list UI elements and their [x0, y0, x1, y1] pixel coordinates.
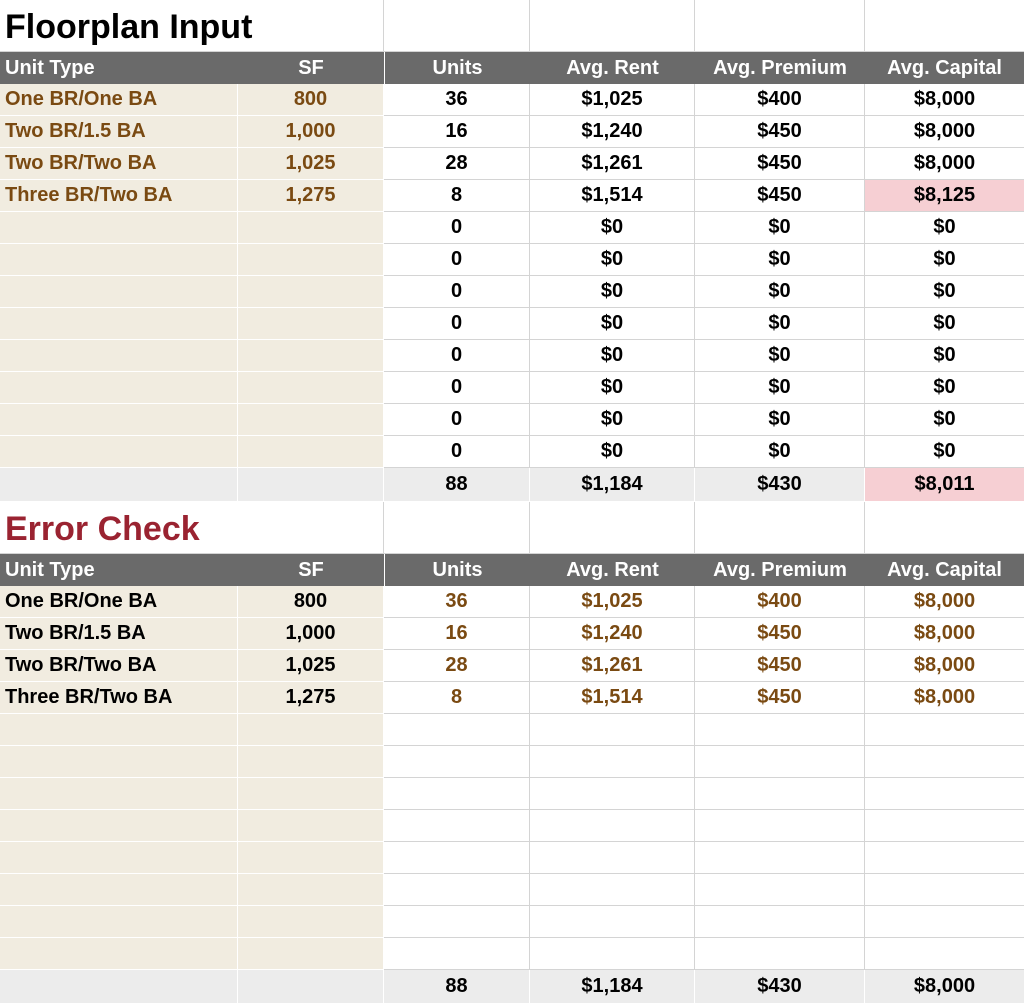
cell-avg-premium[interactable]	[695, 746, 865, 778]
cell-avg-rent[interactable]: $0	[530, 244, 695, 276]
cell-avg-capital[interactable]	[865, 810, 1024, 842]
cell-avg-capital[interactable]: $8,000	[865, 586, 1024, 618]
cell-unit-type[interactable]: Two BR/1.5 BA	[0, 116, 238, 148]
cell-units[interactable]: 28	[384, 148, 530, 180]
table-row	[0, 372, 1024, 404]
error-check-title: Error Check	[0, 502, 384, 554]
table-row	[0, 116, 1024, 148]
header-units: Units	[384, 52, 530, 84]
cell-avg-capital[interactable]: $8,000	[865, 148, 1024, 180]
cell-units[interactable]: 8	[384, 682, 530, 714]
cell-unit-type[interactable]	[0, 778, 238, 810]
cell-avg-premium[interactable]	[695, 938, 865, 970]
cell-unit-type[interactable]	[0, 842, 238, 874]
cell-sf[interactable]	[238, 842, 384, 874]
table-row	[0, 650, 1024, 682]
table-row	[0, 682, 1024, 714]
total-units: 88	[384, 468, 530, 501]
cell-unit-type[interactable]	[0, 404, 238, 436]
cell-avg-capital[interactable]: $0	[865, 404, 1024, 436]
cell-avg-rent[interactable]: $0	[530, 276, 695, 308]
total-avg-premium: $430	[695, 468, 865, 501]
table-row	[0, 276, 1024, 308]
cell-unit-type[interactable]	[0, 340, 238, 372]
cell-units[interactable]: 0	[384, 244, 530, 276]
table-row	[0, 810, 1024, 842]
cell-avg-rent[interactable]: $1,261	[530, 148, 695, 180]
cell-units[interactable]	[384, 874, 530, 906]
cell-avg-capital[interactable]	[865, 842, 1024, 874]
cell-sf[interactable]	[238, 404, 384, 436]
cell-avg-rent[interactable]: $0	[530, 436, 695, 468]
empty-cell[interactable]	[530, 0, 695, 52]
header-unit-type: Unit Type	[0, 554, 384, 586]
total-unit-type	[0, 468, 238, 501]
table-row	[0, 618, 1024, 650]
cell-units[interactable]: 8	[384, 180, 530, 212]
empty-cell[interactable]	[865, 0, 1024, 52]
cell-avg-capital[interactable]	[865, 778, 1024, 810]
cell-units[interactable]: 0	[384, 212, 530, 244]
cell-unit-type[interactable]	[0, 906, 238, 938]
table-row	[0, 746, 1024, 778]
cell-sf[interactable]	[238, 244, 384, 276]
total-avg-rent: $1,184	[530, 468, 695, 501]
empty-cell[interactable]	[695, 502, 865, 554]
cell-avg-capital[interactable]	[865, 874, 1024, 906]
cell-units[interactable]	[384, 906, 530, 938]
cell-avg-capital[interactable]: $8,000	[865, 650, 1024, 682]
cell-avg-rent[interactable]	[530, 938, 695, 970]
cell-units[interactable]: 36	[384, 586, 530, 618]
cell-unit-type[interactable]: One BR/One BA	[0, 586, 238, 618]
empty-cell[interactable]	[865, 502, 1024, 554]
cell-avg-capital[interactable]: $0	[865, 372, 1024, 404]
cell-sf[interactable]	[238, 308, 384, 340]
header-sf: SF	[298, 558, 324, 581]
cell-avg-capital[interactable]	[865, 714, 1024, 746]
error_check-totals-row	[0, 970, 1024, 1003]
cell-sf[interactable]: 1,000	[238, 116, 384, 148]
table-row	[0, 586, 1024, 618]
cell-unit-type[interactable]	[0, 372, 238, 404]
total-avg-premium: $430	[695, 970, 865, 1003]
cell-units[interactable]: 16	[384, 116, 530, 148]
cell-avg-rent[interactable]: $1,514	[530, 180, 695, 212]
cell-avg-capital[interactable]: $0	[865, 340, 1024, 372]
cell-sf[interactable]: 1,275	[238, 180, 384, 212]
cell-unit-type[interactable]	[0, 244, 238, 276]
cell-avg-rent[interactable]: $1,514	[530, 682, 695, 714]
cell-avg-premium[interactable]: $0	[695, 244, 865, 276]
cell-unit-type[interactable]: Two BR/Two BA	[0, 148, 238, 180]
table-row	[0, 84, 1024, 116]
table-row	[0, 906, 1024, 938]
header-avg-capital: Avg. Capital	[865, 52, 1024, 84]
cell-avg-rent[interactable]: $0	[530, 212, 695, 244]
total-avg-rent: $1,184	[530, 970, 695, 1003]
header-avg-rent: Avg. Rent	[530, 554, 695, 586]
cell-avg-capital[interactable]: $0	[865, 436, 1024, 468]
cell-units[interactable]: 0	[384, 372, 530, 404]
total-unit-type	[0, 970, 238, 1003]
table-row	[0, 212, 1024, 244]
cell-sf[interactable]: 800	[238, 586, 384, 618]
cell-units[interactable]	[384, 746, 530, 778]
header-avg-rent: Avg. Rent	[530, 52, 695, 84]
cell-unit-type[interactable]: One BR/One BA	[0, 84, 238, 116]
cell-avg-premium[interactable]: $0	[695, 436, 865, 468]
empty-cell[interactable]	[384, 0, 530, 52]
cell-avg-premium[interactable]: $400	[695, 586, 865, 618]
error_check-header-row	[0, 554, 1024, 586]
cell-sf[interactable]: 1,025	[238, 650, 384, 682]
floorplan_input-totals-row	[0, 468, 1024, 501]
cell-unit-type[interactable]	[0, 436, 238, 468]
cell-avg-premium[interactable]	[695, 778, 865, 810]
cell-avg-rent[interactable]	[530, 778, 695, 810]
total-units: 88	[384, 970, 530, 1003]
cell-unit-type[interactable]: Three BR/Two BA	[0, 682, 238, 714]
cell-sf[interactable]	[238, 746, 384, 778]
cell-avg-premium[interactable]: $450	[695, 650, 865, 682]
total-avg-capital: $8,000	[865, 970, 1024, 1003]
cell-avg-premium[interactable]: $0	[695, 276, 865, 308]
header-avg-premium: Avg. Premium	[695, 554, 865, 586]
cell-avg-capital[interactable]: $0	[865, 276, 1024, 308]
cell-avg-premium[interactable]: $400	[695, 84, 865, 116]
cell-avg-premium[interactable]: $0	[695, 404, 865, 436]
cell-units[interactable]: 0	[384, 340, 530, 372]
table-row	[0, 244, 1024, 276]
cell-sf[interactable]	[238, 938, 384, 970]
table-row	[0, 436, 1024, 468]
cell-unit-type[interactable]	[0, 276, 238, 308]
header-units: Units	[384, 554, 530, 586]
cell-sf[interactable]: 800	[238, 84, 384, 116]
cell-avg-premium[interactable]: $450	[695, 148, 865, 180]
table-row	[0, 148, 1024, 180]
cell-avg-premium[interactable]: $450	[695, 116, 865, 148]
cell-sf[interactable]: 1,025	[238, 148, 384, 180]
cell-avg-premium[interactable]: $0	[695, 340, 865, 372]
empty-cell[interactable]	[384, 502, 530, 554]
cell-avg-rent[interactable]: $1,025	[530, 84, 695, 116]
cell-units[interactable]: 0	[384, 436, 530, 468]
empty-cell[interactable]	[530, 502, 695, 554]
cell-avg-rent[interactable]: $0	[530, 372, 695, 404]
cell-avg-capital[interactable]: $8,000	[865, 618, 1024, 650]
table-row	[0, 180, 1024, 212]
header-sf: SF	[298, 56, 324, 79]
cell-avg-rent[interactable]: $1,261	[530, 650, 695, 682]
cell-avg-premium[interactable]	[695, 810, 865, 842]
cell-unit-type[interactable]	[0, 938, 238, 970]
cell-avg-capital[interactable]: $8,000	[865, 116, 1024, 148]
cell-sf[interactable]	[238, 906, 384, 938]
cell-avg-capital[interactable]: $0	[865, 244, 1024, 276]
cell-avg-capital[interactable]: $8,000	[865, 682, 1024, 714]
table-row	[0, 714, 1024, 746]
cell-avg-premium[interactable]	[695, 874, 865, 906]
cell-avg-rent[interactable]: $1,025	[530, 586, 695, 618]
cell-unit-type[interactable]	[0, 874, 238, 906]
table-row	[0, 404, 1024, 436]
cell-units[interactable]: 0	[384, 276, 530, 308]
cell-avg-premium[interactable]: $0	[695, 372, 865, 404]
cell-units[interactable]	[384, 810, 530, 842]
cell-sf[interactable]	[238, 340, 384, 372]
header-unit-type: Unit Type	[0, 52, 384, 84]
cell-unit-type[interactable]	[0, 308, 238, 340]
floorplan_input-header-row	[0, 52, 1024, 84]
cell-unit-type[interactable]: Two BR/1.5 BA	[0, 618, 238, 650]
cell-avg-capital[interactable]	[865, 746, 1024, 778]
cell-unit-type[interactable]	[0, 810, 238, 842]
cell-unit-type[interactable]	[0, 714, 238, 746]
cell-units[interactable]	[384, 778, 530, 810]
cell-avg-rent[interactable]	[530, 810, 695, 842]
cell-units[interactable]: 0	[384, 308, 530, 340]
cell-avg-rent[interactable]: $0	[530, 404, 695, 436]
empty-cell[interactable]	[695, 0, 865, 52]
cell-avg-premium[interactable]	[695, 906, 865, 938]
cell-sf[interactable]: 1,275	[238, 682, 384, 714]
cell-avg-rent[interactable]	[530, 746, 695, 778]
cell-unit-type[interactable]	[0, 212, 238, 244]
cell-avg-capital[interactable]	[865, 906, 1024, 938]
cell-avg-rent[interactable]: $1,240	[530, 618, 695, 650]
cell-sf[interactable]	[238, 276, 384, 308]
cell-avg-premium[interactable]	[695, 842, 865, 874]
total-avg-capital: $8,011	[865, 468, 1024, 501]
cell-units[interactable]	[384, 842, 530, 874]
cell-avg-capital[interactable]: $8,000	[865, 84, 1024, 116]
cell-sf[interactable]	[238, 810, 384, 842]
total-sf	[238, 468, 384, 501]
cell-avg-rent[interactable]: $1,240	[530, 116, 695, 148]
cell-units[interactable]: 0	[384, 404, 530, 436]
cell-avg-rent[interactable]: $0	[530, 340, 695, 372]
cell-avg-premium[interactable]: $450	[695, 682, 865, 714]
cell-avg-capital[interactable]: $0	[865, 308, 1024, 340]
cell-sf[interactable]	[238, 778, 384, 810]
table-row	[0, 340, 1024, 372]
cell-avg-premium[interactable]	[695, 714, 865, 746]
table-row	[0, 938, 1024, 970]
cell-avg-rent[interactable]	[530, 714, 695, 746]
cell-sf[interactable]	[238, 874, 384, 906]
cell-avg-premium[interactable]: $450	[695, 180, 865, 212]
cell-avg-premium[interactable]: $0	[695, 212, 865, 244]
cell-unit-type[interactable]: Two BR/Two BA	[0, 650, 238, 682]
floorplan-input-title: Floorplan Input	[0, 0, 384, 52]
floorplan_input-title-row	[0, 0, 1024, 52]
header-avg-premium: Avg. Premium	[695, 52, 865, 84]
cell-units[interactable]: 28	[384, 650, 530, 682]
table-row	[0, 778, 1024, 810]
cell-avg-rent[interactable]	[530, 842, 695, 874]
cell-avg-premium[interactable]: $0	[695, 308, 865, 340]
cell-units[interactable]	[384, 938, 530, 970]
error_check-title-row	[0, 502, 1024, 554]
cell-avg-rent[interactable]	[530, 874, 695, 906]
cell-sf[interactable]: 1,000	[238, 618, 384, 650]
total-sf	[238, 970, 384, 1003]
cell-avg-premium[interactable]: $450	[695, 618, 865, 650]
cell-units[interactable]: 36	[384, 84, 530, 116]
cell-sf[interactable]	[238, 714, 384, 746]
cell-units[interactable]	[384, 714, 530, 746]
cell-avg-capital[interactable]: $0	[865, 212, 1024, 244]
table-row	[0, 308, 1024, 340]
cell-avg-rent[interactable]	[530, 906, 695, 938]
cell-sf[interactable]	[238, 372, 384, 404]
cell-unit-type[interactable]	[0, 746, 238, 778]
cell-sf[interactable]	[238, 212, 384, 244]
cell-avg-rent[interactable]: $0	[530, 308, 695, 340]
cell-units[interactable]: 16	[384, 618, 530, 650]
cell-avg-capital[interactable]	[865, 938, 1024, 970]
header-avg-capital: Avg. Capital	[865, 554, 1024, 586]
cell-avg-capital[interactable]: $8,125	[865, 180, 1024, 212]
cell-sf[interactable]	[238, 436, 384, 468]
cell-unit-type[interactable]: Three BR/Two BA	[0, 180, 238, 212]
table-row	[0, 874, 1024, 906]
table-row	[0, 842, 1024, 874]
